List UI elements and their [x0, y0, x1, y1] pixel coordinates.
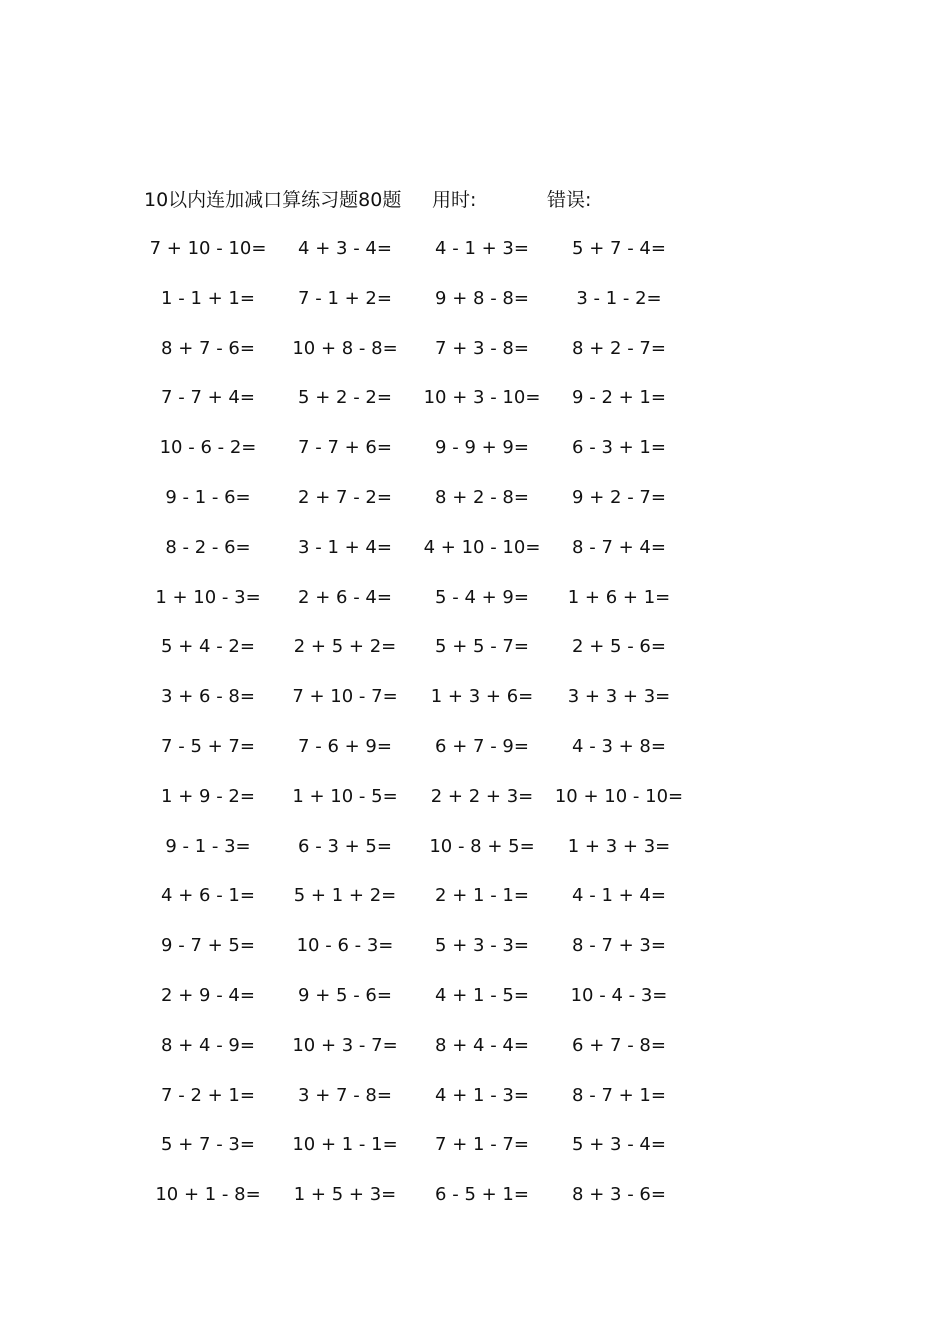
problem-item: 1 + 9 - 2=: [161, 785, 255, 807]
problem-item: 5 + 7 - 3=: [161, 1134, 255, 1156]
problem-row: [140, 236, 700, 286]
problem-item: 10 + 10 - 10=: [554, 785, 684, 807]
problem-item: 9 + 2 - 7=: [572, 486, 666, 508]
problem-row: [140, 1033, 700, 1083]
problem-item: 7 + 3 - 8=: [435, 337, 529, 359]
problem-item: 9 - 1 - 6=: [165, 486, 251, 508]
problem-item: 6 + 7 - 9=: [435, 735, 529, 757]
problem-item: 1 - 1 + 1=: [161, 287, 255, 309]
problem-row: [140, 485, 700, 535]
problem-item: 10 + 8 - 8=: [292, 337, 398, 359]
problem-item: 7 - 7 + 4=: [161, 387, 255, 409]
problem-row: [140, 286, 700, 336]
problem-item: 2 + 5 + 2=: [293, 636, 397, 658]
problem-item: 10 + 3 - 7=: [292, 1034, 398, 1056]
problem-item: 4 + 1 - 3=: [435, 1084, 529, 1106]
problem-row: [140, 784, 700, 834]
problem-item: 2 + 7 - 2=: [298, 486, 392, 508]
problem-item: 9 - 7 + 5=: [161, 935, 255, 957]
problem-item: 2 + 1 - 1=: [435, 885, 529, 907]
problem-item: 10 - 4 - 3=: [570, 984, 668, 1006]
worksheet-title: 10以内连加减口算练习题80题: [144, 189, 402, 211]
problem-item: 5 + 7 - 4=: [572, 238, 666, 259]
problem-row: [140, 1182, 700, 1232]
problem-row: [140, 734, 700, 784]
problem-item: 8 + 3 - 6=: [572, 1184, 666, 1206]
problem-item: 8 + 4 - 9=: [161, 1034, 255, 1056]
problem-item: 9 - 9 + 9=: [435, 437, 529, 459]
problem-item: 10 + 3 - 10=: [423, 387, 541, 409]
problem-row: [140, 684, 700, 734]
problem-item: 6 - 3 + 1=: [572, 437, 666, 459]
problem-item: 4 + 6 - 1=: [161, 885, 255, 907]
problem-item: 9 + 8 - 8=: [435, 287, 529, 309]
problem-row: [140, 933, 700, 983]
problem-item: 8 - 7 + 1=: [572, 1084, 666, 1106]
time-label: 用时:: [432, 189, 477, 211]
problem-row: [140, 435, 700, 485]
problem-grid: [140, 236, 700, 1232]
problem-item: 5 + 1 + 2=: [293, 885, 397, 907]
problem-row: [140, 1083, 700, 1133]
problem-row: [140, 1132, 700, 1182]
errors-label: 错误:: [547, 189, 592, 211]
problem-item: 1 + 3 + 6=: [430, 686, 534, 708]
problem-item: 9 - 2 + 1=: [572, 387, 666, 409]
problem-item: 5 + 4 - 2=: [161, 636, 255, 658]
problem-item: 10 - 6 - 2=: [159, 437, 257, 459]
problem-item: 2 + 9 - 4=: [161, 984, 255, 1006]
problem-item: 10 - 8 + 5=: [429, 835, 535, 857]
problem-row: [140, 336, 700, 386]
problem-item: 5 + 2 - 2=: [298, 387, 392, 409]
problem-item: 1 + 5 + 3=: [293, 1184, 397, 1206]
problem-item: 4 - 1 + 3=: [435, 238, 529, 259]
problem-item: 1 + 3 + 3=: [567, 835, 671, 857]
problem-row: [140, 883, 700, 933]
problem-item: 7 + 1 - 7=: [435, 1134, 529, 1156]
problem-item: 7 + 10 - 10=: [149, 238, 267, 259]
problem-item: 8 - 7 + 3=: [572, 935, 666, 957]
problem-item: 8 + 7 - 6=: [161, 337, 255, 359]
problem-item: 1 + 6 + 1=: [567, 586, 671, 608]
problem-item: 2 + 2 + 3=: [430, 785, 534, 807]
problem-item: 5 + 5 - 7=: [435, 636, 529, 658]
problem-item: 8 - 7 + 4=: [572, 536, 666, 558]
problem-item: 5 + 3 - 4=: [572, 1134, 666, 1156]
problem-item: 9 + 5 - 6=: [298, 984, 392, 1006]
problem-item: 1 + 10 - 3=: [155, 586, 261, 608]
problem-item: 5 - 4 + 9=: [435, 586, 529, 608]
problem-item: 2 + 5 - 6=: [572, 636, 666, 658]
problem-item: 4 + 3 - 4=: [298, 238, 392, 259]
problem-row: [140, 585, 700, 635]
problem-item: 7 - 2 + 1=: [161, 1084, 255, 1106]
problem-item: 5 + 3 - 3=: [435, 935, 529, 957]
problem-item: 1 + 10 - 5=: [292, 785, 398, 807]
problem-item: 10 + 1 - 1=: [292, 1134, 398, 1156]
problem-item: 7 - 1 + 2=: [298, 287, 392, 309]
problem-item: 7 - 5 + 7=: [161, 735, 255, 757]
problem-item: 3 + 6 - 8=: [161, 686, 255, 708]
problem-row: [140, 983, 700, 1033]
problem-row: [140, 634, 700, 684]
problem-item: 4 + 1 - 5=: [435, 984, 529, 1006]
problem-item: 6 + 7 - 8=: [572, 1034, 666, 1056]
problem-item: 6 - 5 + 1=: [435, 1184, 529, 1206]
problem-row: [140, 535, 700, 585]
problem-item: 4 + 10 - 10=: [423, 536, 541, 558]
problem-item: 3 + 3 + 3=: [567, 686, 671, 708]
problem-item: 2 + 6 - 4=: [298, 586, 392, 608]
problem-item: 7 - 7 + 6=: [298, 437, 392, 459]
problem-item: 9 - 1 - 3=: [165, 835, 251, 857]
problem-item: 3 - 1 + 4=: [298, 536, 392, 558]
problem-item: 8 - 2 - 6=: [165, 536, 251, 558]
problem-item: 10 - 6 - 3=: [296, 935, 394, 957]
problem-item: 3 + 7 - 8=: [298, 1084, 392, 1106]
problem-item: 8 + 4 - 4=: [435, 1034, 529, 1056]
problem-item: 10 + 1 - 8=: [155, 1184, 261, 1206]
problem-row: [140, 385, 700, 435]
problem-item: 3 - 1 - 2=: [576, 287, 662, 309]
problem-item: 7 + 10 - 7=: [292, 686, 398, 708]
problem-item: 8 + 2 - 8=: [435, 486, 529, 508]
problem-item: 7 - 6 + 9=: [298, 735, 392, 757]
problem-item: 6 - 3 + 5=: [298, 835, 392, 857]
problem-item: 8 + 2 - 7=: [572, 337, 666, 359]
problem-item: 4 - 3 + 8=: [572, 735, 666, 757]
problem-row: [140, 834, 700, 884]
problem-item: 4 - 1 + 4=: [572, 885, 666, 907]
